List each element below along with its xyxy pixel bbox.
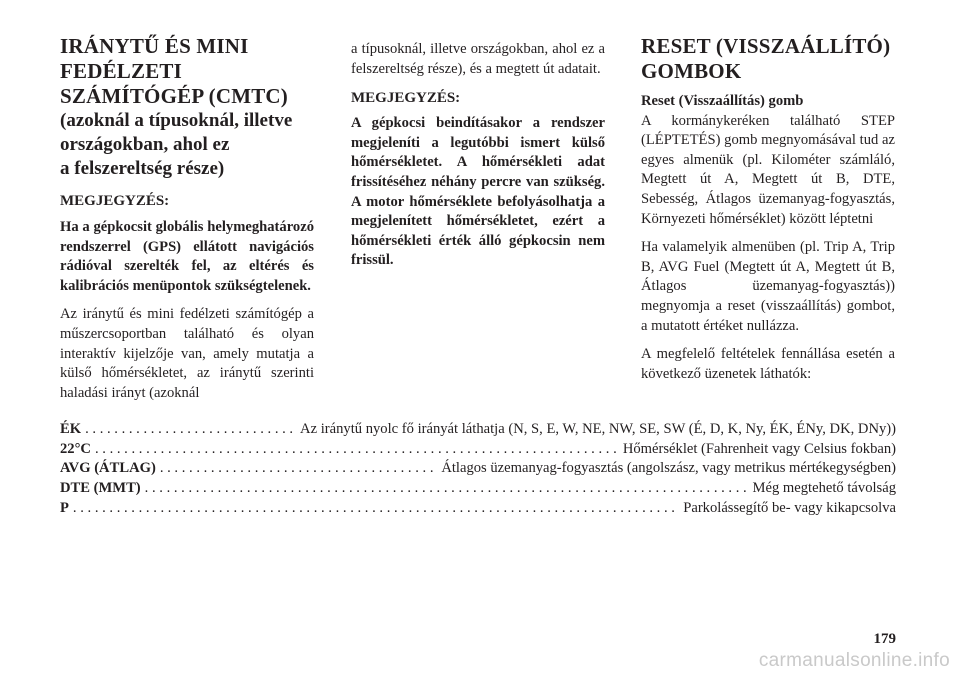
body-paragraph: Ha valamelyik almenüben (pl. Trip A, Trip B, AVG Fuel (Megtett út A, Megtett út B, Átlagos üzemanyag-fogyasztás)) megnyomja a reset (visszaállítás) gombot, a mutatott értéket nullázza. [641, 239, 895, 334]
note-heading: MEGJEGYZÉS: [351, 90, 461, 107]
subtitle-line: a felszereltség része) [60, 158, 225, 179]
note-text: A gépkocsi beindításakor a rendszer megjeleníti a legutóbbi ismert külső hőmérsékletet. A hőmérsékleti adat frissítéséhez néhány percre van szükség. A motor hőmérséklete befolyásolhatja a megjelenített hőmérsékletet, ezért a hőmérsékleti érték álló gépkocsin nem frissül. [351, 115, 605, 269]
list-item [60, 479, 896, 499]
title-line: IRÁNYTŰ ÉS MINI [60, 34, 249, 58]
message-definition: Még megtehető távolság [752, 480, 896, 497]
title-line: FEDÉLZETI [60, 59, 183, 83]
note-heading: MEGJEGYZÉS: [60, 193, 170, 209]
list-item [60, 420, 896, 440]
dot-leader [85, 420, 294, 440]
watermark: carmanualsonline.info [758, 650, 950, 671]
column-3 [641, 34, 895, 384]
title-line: SZÁMÍTÓGÉP (CMTC) [60, 84, 288, 108]
dot-leader [145, 479, 747, 499]
list-item [60, 459, 896, 479]
body-paragraph: A kormánykeréken található STEP (LÉPTETÉS) gomb megnyomásával tud az egyes almenük (pl. Kilométer számláló, Megtett út A, Megtett út B, DTE, Sebesség, Átlagos üzemanyag-fogyasztás, Környezeti hőmérséklet) között léptetni [641, 112, 895, 227]
subsection-heading: Reset (Visszaállítás) gomb [641, 93, 804, 109]
message-definition: Hőmérséklet (Fahrenheit vagy Celsius fokban) [622, 440, 896, 457]
subtitle-line: (azoknál a típusoknál, illetve [60, 110, 293, 131]
message-term: ÉK [60, 421, 82, 437]
message-term: 22°C [60, 440, 91, 457]
body-paragraph: a típusoknál, illetve országokban, ahol ez a felszereltség része), és a megtett út adatait. [351, 41, 605, 77]
dot-leader [160, 459, 435, 479]
column-1 [60, 34, 314, 403]
section-subtitle [60, 109, 314, 181]
message-term: P [60, 499, 69, 516]
body-paragraph: Az iránytű és mini fedélzeti számítógép a műszercsoportban található és olyan interaktív kijelzője van, amely mutatja a külső hőmérsékletet, az iránytű szerinti haladási irányt (azoknál [60, 306, 314, 401]
message-definition: Az iránytű nyolc fő irányát láthatja (N, S, E, W, NE, NW, SE, SW (É, D, K, Ny, ÉK, ÉNy, DK, DNy)) [300, 421, 896, 437]
message-definition: Átlagos üzemanyag-fogyasztás (angolszász, vagy metrikus mértékegységben) [441, 460, 896, 477]
dot-leader [73, 499, 677, 519]
dot-leader [95, 440, 617, 460]
section-title [641, 34, 895, 84]
title-line: RESET (VISSZAÁLLÍTÓ) [641, 34, 891, 58]
message-list [60, 420, 896, 519]
list-item [60, 440, 896, 460]
title-line: GOMBOK [641, 59, 742, 83]
body-paragraph: A megfelelő feltételek fennállása esetén a következő üzenetek láthatók: [641, 346, 895, 382]
subtitle-line: országokban, ahol ez [60, 134, 230, 155]
section-title [60, 34, 314, 109]
note-text: Ha a gépkocsit globális helymeghatározó rendszerrel (GPS) ellátott navigációs rádióval szerelték fel, az eltérés és kalibrációs menüpontok szükségtelenek. [60, 219, 314, 294]
message-definition: Parkolássegítő be- vagy kikapcsolva [683, 499, 896, 516]
column-2 [351, 40, 605, 271]
message-term: DTE (MMT) [60, 480, 141, 497]
message-term: AVG (ÁTLAG) [60, 460, 156, 477]
list-item [60, 499, 896, 519]
page-number: 179 [873, 631, 896, 647]
